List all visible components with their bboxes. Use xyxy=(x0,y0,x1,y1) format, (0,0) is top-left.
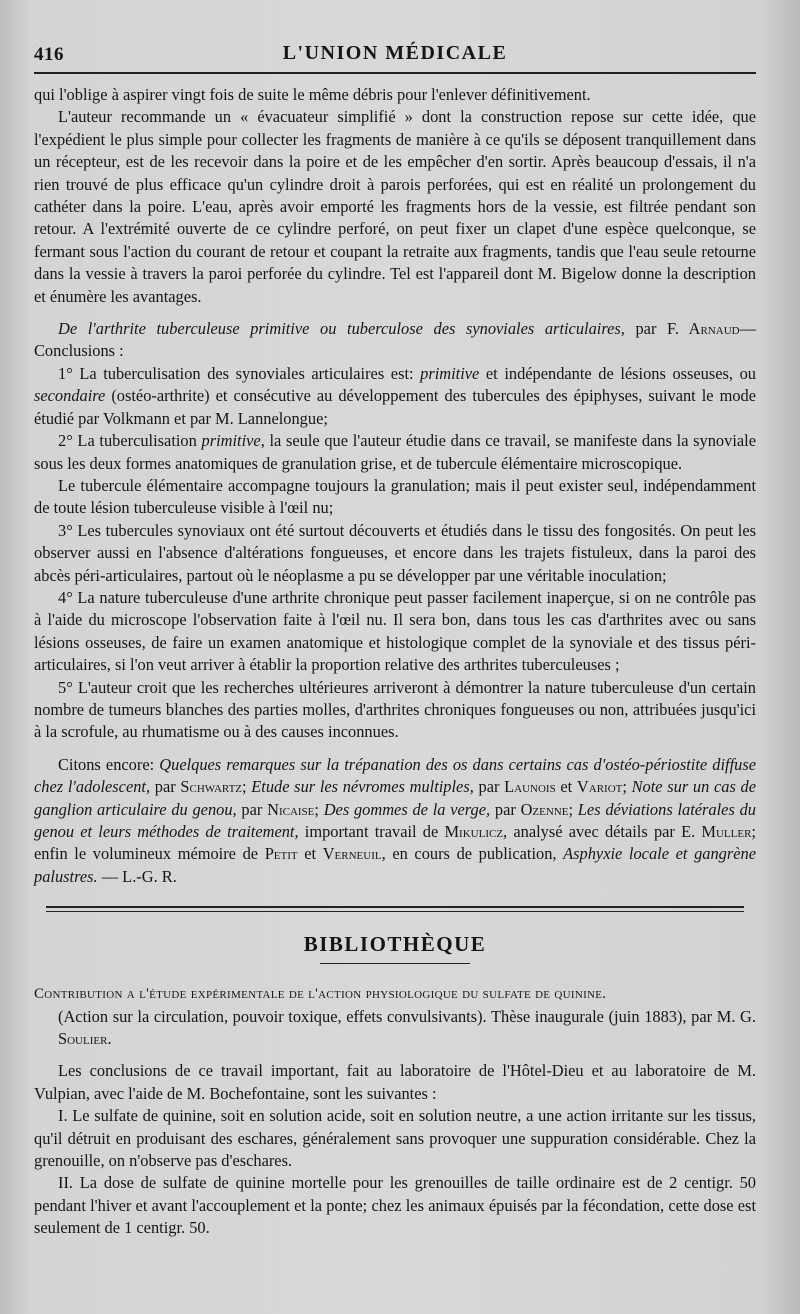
biblio-entry-details: (Action sur la circulation, pouvoir toxique, effets convulsivants). Thèse inaugurale (juin 1883), par M. G. Soulier. xyxy=(58,1006,756,1049)
paragraph-evacuateur: L'auteur recommande un « évacuateur simplifié » dont la construction repose sur cette idée, que l'expédient le plus simple pour collecter les fragments de manière à ce qu'ils se déposent tranquillement dans un récepteur, est de les recevoir dans la poire et de les empêcher d'en sortir. Après beaucoup d'essais, il n'a rien trouvé de plus efficace qu'un cylindre droit à parois perforées, qui est en réalité un prolongement du cathéter dans la poire. L'eau, après avoir emporté les fragments hors de la vessie, est filtrée pendant son retour. A l'extrémité ouverte de ce cylindre perforé, on peut fixer un clapet d'une espèce quelconque, se fermant sous l'action du courant de retour et coupant la retraite aux fragments, tandis que l'eau seule retourne dans la vessie à travers la paroi perforée du cylindre. Tel est l'appareil dont M. Bigelow donne la description et énumère les avantages. xyxy=(34,107,756,306)
conclusion-2-continued: Le tubercule élémentaire accompagne toujours la granulation; mais il peut exister seul, indépendamment de toute lésion tuberculeuse visible à l'œil nu; xyxy=(34,475,756,518)
biblio-entry-title: Contribution a l'étude expérimentale de l'action physiologique du sulfate de quinine. xyxy=(34,986,607,1003)
section-divider xyxy=(46,906,744,912)
article-title: De l'arthrite tuberculeuse primitive ou tuberculose des synoviales articulaires, xyxy=(58,319,625,339)
conclusion-3: 3° Les tubercules synoviaux ont été surtout découverts et étudiés dans le tissu des fongosités. On peut les observer aussi en l'absence d'altérations fongueuses, et encore dans les trajets fistuleux, dans la paroi des abcès péri-articulaires, partout où le néoplasme a pu se développer par une véritable inoculation; xyxy=(34,520,756,585)
section-title: BIBLIOTHÈQUE xyxy=(303,932,487,957)
conclusion-5: 5° L'auteur croit que les recherches ultérieures arriveront à démontrer la nature tuberculeuse d'un certain nombre de tumeurs blanches des parties molles, d'arthrites chroniques fongueuses ou non, attribuées jusqu'ici à la scrofule, au rhumatisme ou à des causes inconnues. xyxy=(34,677,756,742)
article-heading xyxy=(34,318,756,363)
paragraph-continued: qui l'oblige à aspirer vingt fois de suite le même débris pour l'enlever définitivement. xyxy=(34,85,591,104)
biblio-entry xyxy=(34,982,756,1005)
biblio-paragraph-intro: Les conclusions de ce travail important, fait au laboratoire de l'Hôtel-Dieu et au laboratoire de M. Vulpian, avec l'aide de M. Bochefontaine, sont les suivantes : xyxy=(34,1061,756,1103)
section-title-underline xyxy=(320,963,470,964)
conclusion-2: 2° La tuberculisation primitive, la seule que l'auteur étudie dans ce travail, se manifeste dans la synoviale sous les deux formes anatomiques de granulation grise, et de tubercule élémentaire microscopique. xyxy=(34,431,756,473)
conclusion-4: 4° La nature tuberculeuse d'une arthrite chronique peut passer facilement inaperçue, si on ne contrôle pas à l'aide du microscope l'observation faite à l'œil nu. Il sera bon, dans tous les cas d'arthrites avec ou sans lésions osseuses, de faire un examen anatomique et histologique complet de la synoviale et des tissus péri-articulaires, si l'on veut arriver à établir la proportion relative des arthrites tuberculeuses ; xyxy=(34,587,756,675)
running-title: L'UNION MÉDICALE xyxy=(282,42,508,64)
page-header xyxy=(34,38,756,70)
page-number: 416 xyxy=(34,44,64,65)
article-conclusions: — Conclusions : xyxy=(34,319,756,361)
conclusion-1: 1° La tuberculisation des synoviales articulaires est: primitive et indépendante de lésions osseuses, ou secondaire (ostéo-arthrite) et consécutive au développement des tubercules des épiphyses, suivant le mode étudié par Volkmann et par M. Lannelongue; xyxy=(34,363,756,428)
biblio-paragraph-i: I. Le sulfate de quinine, soit en solution acide, soit en solution neutre, a une action irritante sur les tissus, qu'il détruit en produisant des eschares, généralement sans provoquer une suppuration considérable. Chez la grenouille, on n'observe pas d'eschares. xyxy=(34,1106,756,1171)
citations-paragraph: Citons encore: Quelques remarques sur la trépanation des os dans certains cas d'ostéo-périostite diffuse chez l'adolescent, par Schwartz; Etude sur les névromes multiples, par Launois et Variot; Note sur un cas de ganglion articulaire du genou, par Nicaise; Des gommes de la verge, par Ozenne; Les déviations latérales du genou et leurs méthodes de traitement, important travail de Mikulicz, analysé avec détails par E. Muller; enfin le volumineux mémoire de Petit et Verneuil, en cours de publication, Asphyxie locale et gangrène palustres. — L.-G. R. xyxy=(34,754,757,886)
bibliography-text xyxy=(34,982,756,1239)
article-by: par xyxy=(635,319,657,339)
biblio-author: Soulier xyxy=(58,1029,108,1049)
header-rule xyxy=(34,72,756,74)
biblio-paragraph-ii: II. La dose de sulfate de quinine mortelle pour les grenouilles de taille ordinaire est de 2 centigr. 50 pendant l'hiver et avant l'accouplement et la ponte; chez les animaux épuisés par la fécondation, cette dose est seulement de 1 centigr. 50. xyxy=(34,1173,756,1238)
article-author: F. Arnaud xyxy=(667,319,740,339)
body-text xyxy=(34,84,756,888)
